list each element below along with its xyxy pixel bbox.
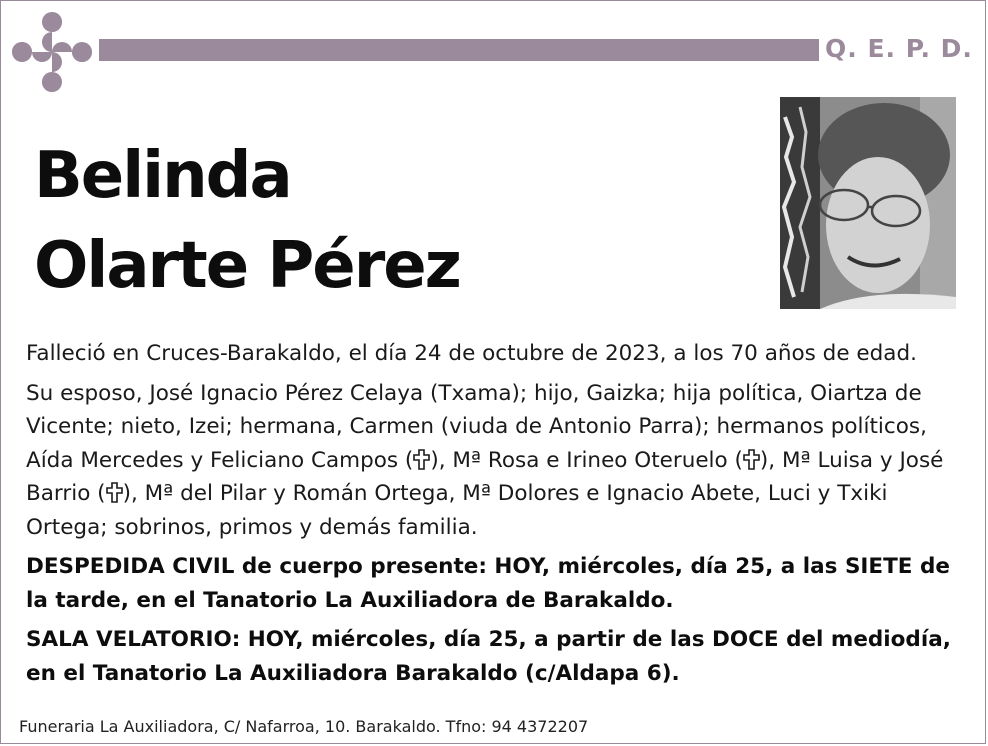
deceased-name xyxy=(34,131,460,311)
cross-icon xyxy=(106,482,123,503)
deceased-surnames: Olarte Pérez xyxy=(34,229,460,303)
cross-icon xyxy=(413,449,430,470)
notice-body xyxy=(26,337,961,696)
family-list xyxy=(26,377,961,545)
family-list-part: Su esposo, José Ignacio Pérez Celaya (Txama); hijo, Gaizka; hija política, Oiartza de Vicente; nieto, Izei; hermana, Carmen (viuda de Antonio Parra); hermanos políticos, Aída Mercedes y Feliciano Campos ( xyxy=(26,380,927,473)
wake-info: SALA VELATORIO: HOY, miércoles, día 25, a partir de las DOCE del mediodía, en el Tanatorio La Auxiliadora Barakaldo (c/Aldapa 6). xyxy=(26,627,951,686)
deceased-first-name: Belinda xyxy=(34,139,291,213)
family-list-part: ), Mª Luisa y José Barrio ( xyxy=(26,447,944,506)
qepd-label: Q. E. P. D. xyxy=(825,34,973,63)
portrait-photo xyxy=(780,97,956,309)
cross-icon xyxy=(743,449,760,470)
funeral-home-footer: Funeraria La Auxiliadora, C/ Nafarroa, 10. Barakaldo. Tfno: 94 4372207 xyxy=(19,717,589,736)
death-announcement: Falleció en Cruces-Barakaldo, el día 24 de octubre de 2023, a los 70 años de edad. xyxy=(26,341,917,366)
farewell-info: DESPEDIDA CIVIL de cuerpo presente: HOY, miércoles, día 25, a las SIETE de la tarde, en el Tanatorio La Auxiliadora de Barakaldo. xyxy=(26,554,950,613)
family-list-part: ), Mª del Pilar y Román Ortega, Mª Dolores e Ignacio Abete, Luci y Txiki Ortega; sobrinos, primos y demás familia. xyxy=(26,481,888,540)
header-band xyxy=(99,39,819,61)
lauburu-icon xyxy=(11,11,93,93)
family-list-part: ), Mª Rosa e Irineo Oteruelo ( xyxy=(430,447,743,473)
